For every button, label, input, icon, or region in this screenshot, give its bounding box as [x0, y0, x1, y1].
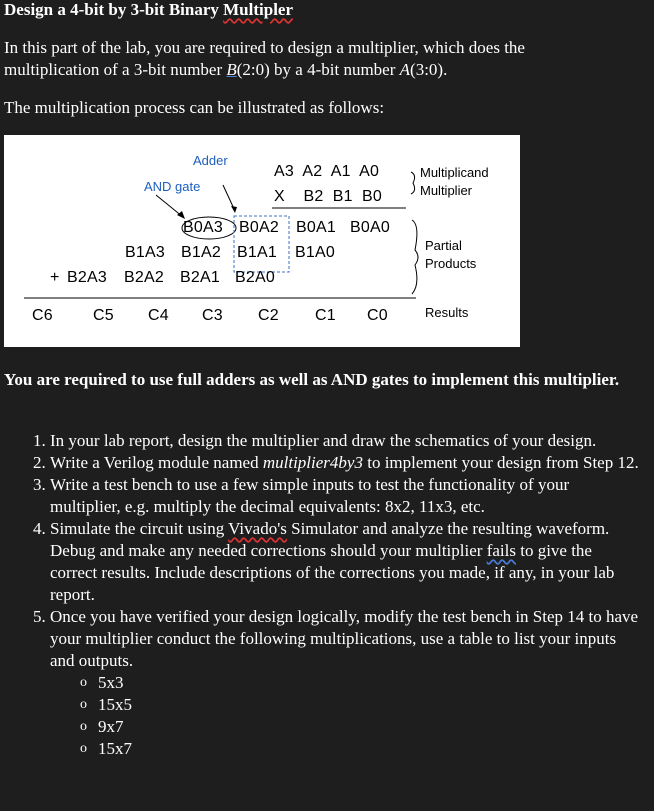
p0-b0a2: B0A2	[239, 219, 279, 236]
step-4-pre: Simulate the circuit using	[50, 519, 229, 538]
label-partial: Partial	[425, 238, 462, 253]
title-text: Design a 4-bit by 3-bit Binary	[4, 0, 224, 19]
label-results: Results	[425, 305, 469, 320]
adder-label: Adder	[193, 153, 228, 168]
p2-b2a3: B2A3	[67, 269, 107, 286]
p2-b2a2: B2A2	[124, 269, 164, 286]
list-item: o 9x7	[80, 716, 640, 738]
and-gate-arrowhead	[177, 211, 185, 219]
list-item: o 5x3	[80, 672, 640, 694]
step-4-post: to give the correct results. Include descriptions of the corrections you made, if any, in your lab report.	[50, 541, 615, 604]
multiplications-list	[50, 672, 640, 760]
result-c5: C5	[93, 307, 114, 324]
p1-b1a2: B1A2	[181, 244, 221, 261]
intro-line-2-mid: (2:0) by a 4-bit number	[236, 60, 400, 79]
adder-arrowhead	[231, 206, 237, 213]
result-c2: C2	[258, 307, 279, 324]
label-multiplier: Multiplier	[420, 183, 473, 198]
step-5-text: Once you have verified your design logically, modify the test bench in Step 14 to have your multiplier conduct the following multiplications, use a table to list your inputs and outputs.	[50, 607, 639, 670]
intro-paragraph	[4, 37, 644, 81]
intro-line-1: In this part of the lab, you are required to design a multiplier, which does the	[4, 38, 525, 57]
step-3-text: Write a test bench to use a few simple inputs to test the functionality of your multiplier, e.g. multiply the decimal equivalents: 8x2, 11x3, etc.	[50, 475, 570, 516]
intro-line-2-pre: multiplication of a 3-bit number	[4, 60, 227, 79]
var-b: B	[226, 60, 237, 79]
p2-b2a0: B2A0	[235, 269, 275, 286]
step-1	[50, 430, 640, 452]
result-c4: C4	[148, 307, 169, 324]
multiplicand-brace	[411, 172, 415, 194]
step-2-post: to implement your design from Step 12.	[362, 453, 639, 472]
list-item: o 15x7	[80, 738, 640, 760]
label-products: Products	[425, 256, 477, 271]
p0-b0a1: B0A1	[296, 219, 336, 236]
p1-b1a0: B1A0	[295, 244, 335, 261]
process-paragraph: The multiplication process can be illustrated as follows:	[4, 98, 385, 117]
p0-b0a3: B0A3	[183, 219, 223, 236]
multiplication-figure	[4, 135, 520, 347]
title-misspelled-word: Multipler	[223, 0, 294, 19]
step-2	[50, 452, 640, 474]
vivado-word: Vivado's	[228, 519, 287, 538]
p0-b0a0: B0A0	[350, 219, 390, 236]
multiplier-row: X B2 B1 B0	[274, 188, 382, 205]
step-4	[50, 518, 640, 606]
result-c6: C6	[32, 307, 53, 324]
result-c1: C1	[315, 307, 336, 324]
var-a: A	[399, 60, 411, 79]
fails-word: fails	[486, 541, 516, 560]
step-3	[50, 474, 640, 518]
plus-sign: +	[50, 269, 60, 286]
steps-list	[0, 430, 640, 760]
intro-line-2-post: (3:0).	[410, 60, 448, 79]
p1-b1a1: B1A1	[237, 244, 277, 261]
step-5	[50, 606, 640, 760]
step-4-mid: Simulator and analyze the resulting waveform. Debug and make any needed corrections should your multiplier	[50, 519, 610, 560]
and-gate-label: AND gate	[144, 179, 201, 194]
multiplicand-row: A3 A2 A1 A0	[274, 163, 380, 180]
page-title	[4, 0, 293, 20]
p1-b1a3: B1A3	[125, 244, 165, 261]
p2-b2a1: B2A1	[180, 269, 220, 286]
step-2-pre: Write a Verilog module named	[50, 453, 263, 472]
requirement-paragraph: You are required to use full adders as well as AND gates to implement this multiplier.	[4, 370, 620, 389]
partial-brace	[412, 220, 418, 294]
label-multiplicand: Multiplicand	[420, 165, 489, 180]
module-name: multiplier4by3	[262, 453, 363, 472]
result-c0: C0	[367, 307, 388, 324]
result-c3: C3	[202, 307, 223, 324]
list-item: o 15x5	[80, 694, 640, 716]
step-1-text: In your lab report, design the multiplier and draw the schematics of your design.	[50, 431, 597, 450]
